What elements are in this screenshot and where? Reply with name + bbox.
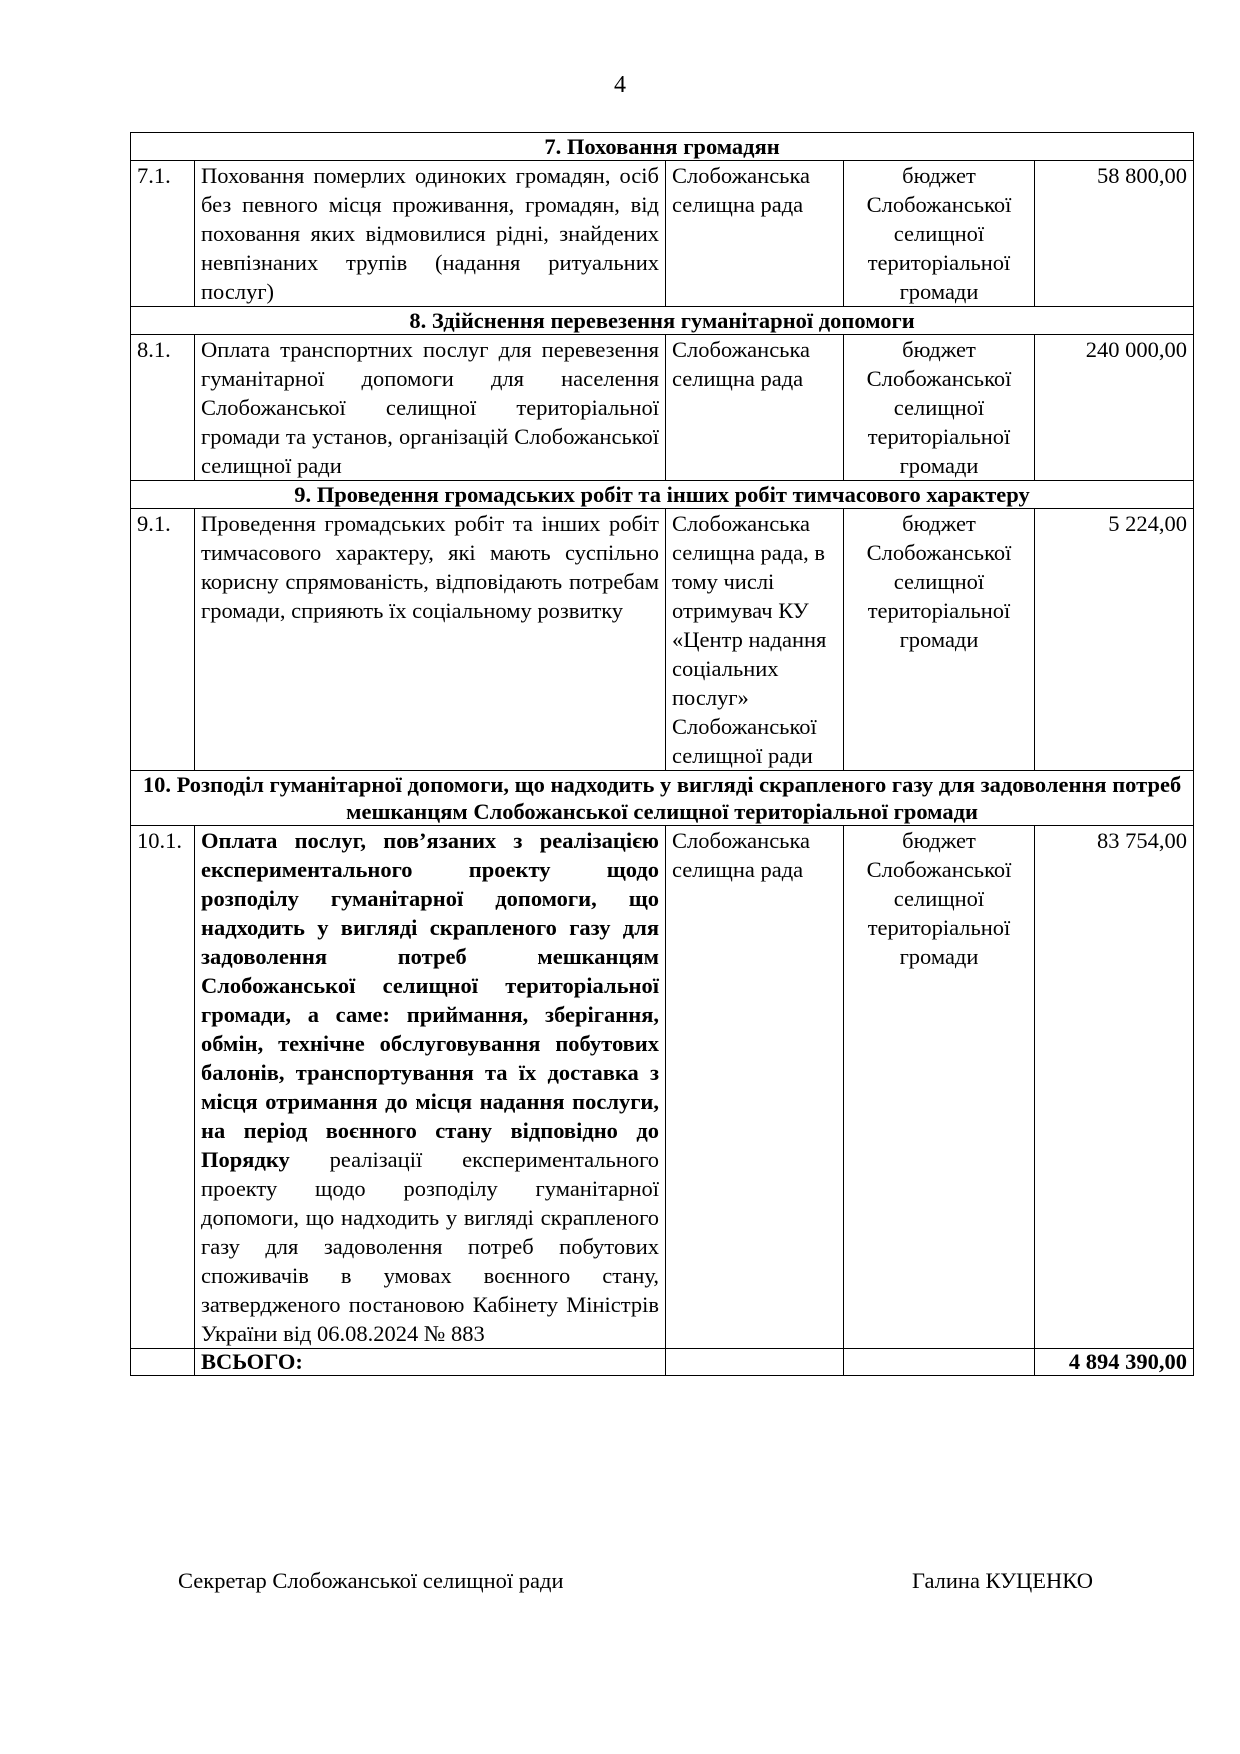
section-header-8 xyxy=(131,307,1194,335)
row-executor: Слобожанська селищна рада xyxy=(666,161,844,307)
section-header-10 xyxy=(131,771,1194,826)
program-table xyxy=(130,132,1194,1376)
total-amount: 4 894 390,00 xyxy=(1035,1349,1194,1376)
row-amount: 5 224,00 xyxy=(1035,509,1194,771)
section-title: 8. Здійснення перевезення гуманітарної допомоги xyxy=(131,307,1194,335)
page-number: 4 xyxy=(614,72,626,98)
row-funding-source: бюджет Слобожанської селищної територіальної громади xyxy=(844,826,1035,1349)
row-funding-source: бюджет Слобожанської селищної територіальної громади xyxy=(844,335,1035,481)
total-row xyxy=(131,1349,1194,1376)
row-amount: 83 754,00 xyxy=(1035,826,1194,1349)
row-description: Поховання померлих одиноких громадян, осіб без певного місця проживання, громадян, від поховання яких відмовилися рідні, знайдених невпізнаних трупів (надання ритуальних послуг) xyxy=(195,161,666,307)
row-number: 10.1. xyxy=(131,826,195,1349)
row-number: 7.1. xyxy=(131,161,195,307)
total-num-cell xyxy=(131,1349,195,1376)
row-funding-source: бюджет Слобожанської селищної територіальної громади xyxy=(844,161,1035,307)
table-row xyxy=(131,335,1194,481)
row-amount: 240 000,00 xyxy=(1035,335,1194,481)
row-description-bold: Оплата послуг, пов’язаних з реалізацією експериментального проекту щодо розподілу гуманітарної допомоги, що надходить у вигляді скрапленого газу для задоволення потреб мешканцям Слобожанської селищної територіальної громади, а саме: приймання, зберігання, обмін, технічне обслуговування побутових балонів, транспортування та їх доставка з місця отримання до місця надання послуги, на період воєнного стану відповідно до Порядку xyxy=(201,828,659,1172)
total-label: ВСЬОГО: xyxy=(195,1349,666,1376)
table-row xyxy=(131,826,1194,1349)
row-description: Оплата транспортних послуг для перевезення гуманітарної допомоги для населення Слобожанської селищної територіальної громади та установ, організацій Слобожанської селищної ради xyxy=(195,335,666,481)
row-executor: Слобожанська селищна рада xyxy=(666,335,844,481)
signature-name: Галина КУЦЕНКО xyxy=(912,1568,1093,1593)
row-executor: Слобожанська селищна рада xyxy=(666,826,844,1349)
row-executor: Слобожанська селищна рада, в тому числі отримувач КУ «Центр надання соціальних послуг» Слобожанської селищної ради xyxy=(666,509,844,771)
total-executor-cell xyxy=(666,1349,844,1376)
row-number: 8.1. xyxy=(131,335,195,481)
row-number: 9.1. xyxy=(131,509,195,771)
row-description xyxy=(195,826,666,1349)
section-header-9 xyxy=(131,481,1194,509)
section-title: 10. Розподіл гуманітарної допомоги, що надходить у вигляді скрапленого газу для задоволення потреб мешканцям Слобожанської селищної територіальної громади xyxy=(131,771,1194,826)
total-funding-cell xyxy=(844,1349,1035,1376)
section-title: 9. Проведення громадських робіт та інших робіт тимчасового характеру xyxy=(131,481,1194,509)
row-description: Проведення громадських робіт та інших робіт тимчасового характеру, які мають суспільно корисну спрямованість, відповідають потребам громади, сприяють їх соціальному розвитку xyxy=(195,509,666,771)
section-title: 7. Поховання громадян xyxy=(131,133,1194,161)
row-funding-source: бюджет Слобожанської селищної територіальної громади xyxy=(844,509,1035,771)
row-description-regular: реалізації експериментального проекту щодо розподілу гуманітарної допомоги, що надходить у вигляді скрапленого газу для задоволення потреб побутових споживачів в умовах воєнного стану, затвердженого постановою Кабінету Міністрів України від 06.08.2024 № 883 xyxy=(201,1147,660,1346)
table-row xyxy=(131,509,1194,771)
table-row xyxy=(131,161,1194,307)
section-header-7 xyxy=(131,133,1194,161)
signature-position: Секретар Слобожанської селищної ради xyxy=(178,1568,564,1593)
row-amount: 58 800,00 xyxy=(1035,161,1194,307)
